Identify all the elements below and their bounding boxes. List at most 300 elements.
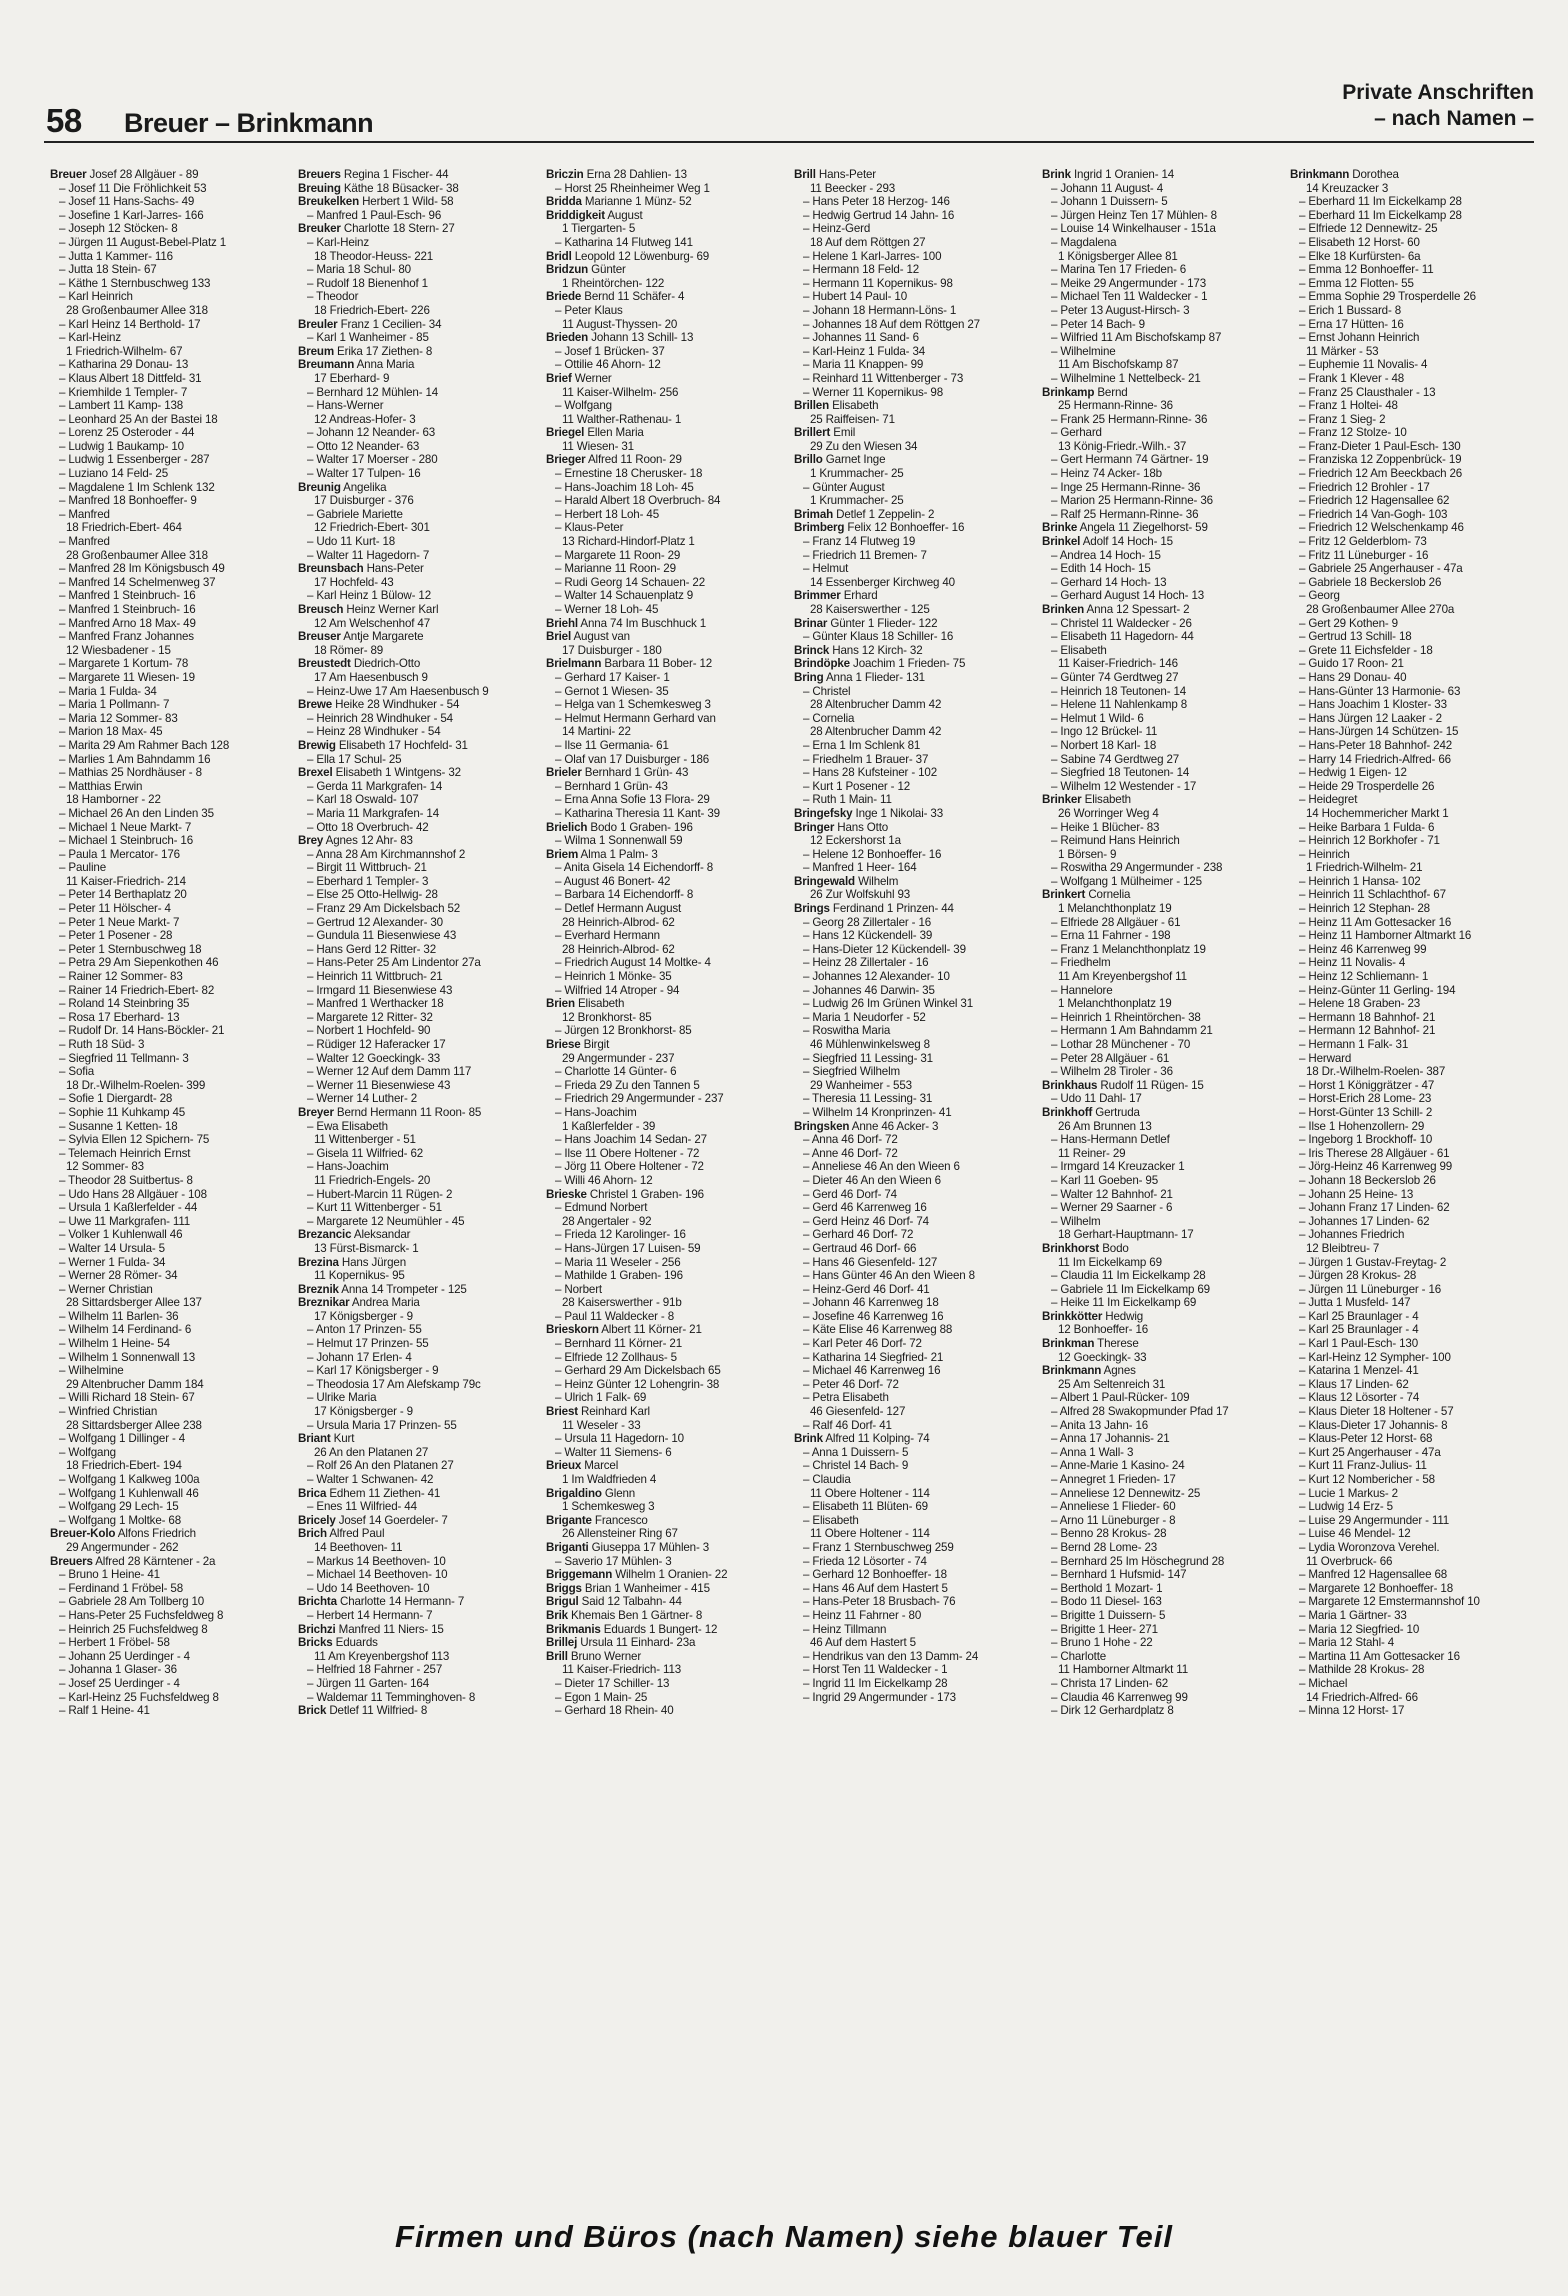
directory-entry [1290, 1636, 1534, 1650]
entry-text: 14 Hochemmericher Markt 1 [1306, 806, 1449, 820]
directory-entry [1290, 698, 1534, 712]
entry-text: – Gerhard [1051, 426, 1102, 440]
directory-entry [298, 1160, 542, 1174]
entry-text: – Helene 1 Karl-Jarres- 100 [803, 249, 942, 263]
directory-entry [1290, 1691, 1534, 1705]
directory-entry [50, 725, 294, 739]
directory-entry [1290, 576, 1534, 590]
directory-entry [794, 263, 1038, 277]
entry-text: – Josef 11 Die Fröhlichkeit 53 [59, 181, 207, 195]
directory-entry [1290, 358, 1534, 372]
entry-text: 1 Kaßlerfelder - 39 [562, 1119, 656, 1133]
directory-entry [1290, 1160, 1534, 1174]
entry-text: – Wilhelm 14 Kronprinzen- 41 [803, 1105, 952, 1119]
directory-entry [794, 304, 1038, 318]
directory-entry [546, 821, 790, 835]
directory-entry [546, 712, 790, 726]
directory-entry [298, 1256, 542, 1270]
directory-entry [546, 1527, 790, 1541]
entry-text: – Josefine 46 Karrenweg 16 [803, 1309, 944, 1323]
directory-entry [546, 1256, 790, 1270]
directory-entry [794, 250, 1038, 264]
directory-entry [546, 1500, 790, 1514]
entry-text: Khemais Ben 1 Gärtner- 8 [567, 1608, 703, 1622]
entry-text: – Waldemar 11 Temminghoven- 8 [307, 1690, 476, 1704]
entry-text: – Maria 12 Stahl- 4 [1299, 1636, 1395, 1650]
entry-text: 13 Fürst-Bismarck- 1 [314, 1241, 419, 1255]
directory-entry [298, 1133, 542, 1147]
entry-text: – Detlef Hermann August [555, 902, 682, 916]
directory-entry [1042, 902, 1286, 916]
entry-text: – Jürgen 11 Garten- 164 [307, 1676, 430, 1690]
entry-text: – Telemach Heinrich Ernst [59, 1146, 191, 1160]
entry-text: – Heinz 74 Acker- 18b [1051, 467, 1162, 481]
entry-text: – Christel [803, 684, 851, 698]
directory-entry [50, 1024, 294, 1038]
entry-text: – Elisabeth 11 Blüten- 69 [803, 1500, 928, 1514]
entry-text: 46 Giesenfeld- 127 [810, 1405, 906, 1419]
entry-text: – Rainer 12 Sommer- 83 [59, 970, 183, 984]
entry-text: – Karl Heinz 14 Berthold- 17 [59, 317, 201, 331]
entry-text: – Frieda 12 Lösorter - 74 [803, 1554, 927, 1568]
entry-text: – Siegfried Wilhelm [803, 1065, 901, 1079]
directory-entry [1042, 956, 1286, 970]
directory-entry [1290, 549, 1534, 563]
entry-surname: Brief [546, 371, 572, 385]
entry-text: – Jürgen Heinz Ten 17 Mühlen- 8 [1051, 208, 1217, 222]
directory-entry [794, 1038, 1038, 1052]
directory-entry [794, 413, 1038, 427]
directory-entry [1290, 1092, 1534, 1106]
entry-text: – Barbara 14 Eichendorff- 8 [555, 888, 694, 902]
entry-text: Wilhelm [855, 874, 899, 888]
entry-text: – Hermann 18 Feld- 12 [803, 263, 920, 277]
entry-text: – Eberhard 11 Im Eickelkamp 28 [1299, 208, 1462, 222]
entry-text: August [604, 208, 643, 222]
directory-entry [1290, 426, 1534, 440]
directory-entry [794, 1011, 1038, 1025]
directory-entry [794, 712, 1038, 726]
directory-entry [1042, 1296, 1286, 1310]
directory-entry [546, 1595, 790, 1609]
entry-text: – Udo 11 Kurt- 18 [307, 535, 396, 549]
entry-text: Detlef 1 Zeppelin- 2 [833, 507, 935, 521]
directory-entry [298, 753, 542, 767]
entry-surname: Brindöpke [794, 657, 850, 671]
directory-entry [298, 1419, 542, 1433]
directory-entry [794, 821, 1038, 835]
directory-entry [546, 1242, 790, 1256]
directory-entry [546, 970, 790, 984]
directory-entry [50, 1595, 294, 1609]
directory-entry [298, 902, 542, 916]
directory-entry [50, 739, 294, 753]
directory-entry [1290, 1269, 1534, 1283]
directory-entry [298, 766, 542, 780]
entry-text: – Herbert 18 Loh- 45 [555, 507, 659, 521]
directory-entry [546, 1677, 790, 1691]
entry-text: – Walter 11 Hagedorn- 7 [307, 548, 430, 562]
entry-text: – Heinrich 25 Fuchsfeldweg 8 [59, 1622, 208, 1636]
directory-entry [298, 617, 542, 631]
directory-entry [1042, 209, 1286, 223]
entry-text: – Herbert 1 Fröbel- 58 [59, 1636, 170, 1650]
directory-entry [1042, 753, 1286, 767]
directory-entry [1042, 1419, 1286, 1433]
entry-text: – Cornelia [803, 711, 855, 725]
directory-entry [794, 1228, 1038, 1242]
directory-entry [50, 1092, 294, 1106]
directory-entry [50, 888, 294, 902]
entry-text: – Theodosia 17 Am Alefskamp 79c [307, 1377, 481, 1391]
directory-entry [794, 780, 1038, 794]
directory-entry [50, 1391, 294, 1405]
entry-text: 1 Krummacher- 25 [810, 467, 904, 481]
directory-entry [1042, 644, 1286, 658]
entry-text: – Gabriele 28 Am Tollberg 10 [59, 1595, 205, 1609]
directory-entry [546, 1446, 790, 1460]
directory-entry [546, 848, 790, 862]
directory-entry [1290, 861, 1534, 875]
entry-text: – Wolfgang [59, 1445, 116, 1459]
entry-text: 12 Andreas-Hofer- 3 [314, 412, 416, 426]
entry-text: – Maria 11 Knappen- 99 [803, 358, 924, 372]
directory-entry [1042, 236, 1286, 250]
directory-entry [1042, 1160, 1286, 1174]
entry-text: – Peter 11 Hölscher- 4 [59, 902, 171, 916]
entry-text: 25 Hermann-Rinne- 36 [1058, 399, 1173, 413]
directory-entry [50, 617, 294, 631]
directory-entry [1042, 807, 1286, 821]
directory-entry [794, 1568, 1038, 1582]
entry-text: 12 Goeckingk- 33 [1058, 1350, 1147, 1364]
directory-entry [546, 209, 790, 223]
directory-entry [50, 222, 294, 236]
entry-text: – Siegfried 11 Lessing- 31 [803, 1051, 933, 1065]
directory-entry [1042, 1011, 1286, 1025]
directory-entry [546, 1160, 790, 1174]
directory-entry [794, 657, 1038, 671]
directory-entry [1042, 929, 1286, 943]
entry-text: 11 Weseler - 33 [562, 1418, 641, 1432]
directory-entry [1042, 793, 1286, 807]
entry-text: Agnes [1101, 1364, 1136, 1378]
directory-entry [1290, 1582, 1534, 1596]
entry-surname: Brimah [794, 507, 834, 521]
directory-entry [794, 1079, 1038, 1093]
directory-column [1290, 168, 1538, 2158]
directory-entry [1042, 453, 1286, 467]
directory-entry [1290, 1256, 1534, 1270]
entry-text: 1 Melanchthonplatz 19 [1058, 902, 1172, 916]
directory-entry [50, 331, 294, 345]
directory-entry [50, 1011, 294, 1025]
directory-entry [1290, 222, 1534, 236]
entry-text: – Margarete 11 Wiesen- 19 [59, 670, 195, 684]
entry-surname: Breuler [298, 317, 338, 331]
entry-text: – Heinz 28 Zillertaler - 16 [803, 956, 929, 970]
directory-entry [794, 576, 1038, 590]
entry-text: – Wilhelm 28 Tiroler - 36 [1051, 1065, 1173, 1079]
directory-entry [1042, 725, 1286, 739]
directory-entry [298, 1704, 542, 1718]
entry-text: – Gerhard 18 Rhein- 40 [555, 1704, 674, 1718]
entry-text: – Ludwig 1 Essenberger - 287 [59, 453, 210, 467]
directory-entry [794, 535, 1038, 549]
entry-text: – Luziano 14 Feld- 25 [59, 467, 169, 481]
entry-text: – Heinz-Günter 11 Gerling- 194 [1299, 983, 1456, 997]
entry-text: – Hans Joachim 14 Sedan- 27 [555, 1133, 707, 1147]
directory-entry [546, 1133, 790, 1147]
entry-surname: Brieler [546, 766, 582, 780]
directory-entry [50, 413, 294, 427]
directory-entry [1290, 916, 1534, 930]
entry-surname: Brimberg [794, 521, 845, 535]
entry-text: – Sofia [59, 1065, 95, 1079]
entry-text: – Katharina 14 Flutweg 141 [555, 235, 693, 249]
entry-surname: Brieger [546, 453, 586, 467]
entry-surname: Brillen [794, 399, 830, 413]
entry-text: Diedrich-Otto [350, 657, 421, 671]
entry-text: – Johann 11 August- 4 [1051, 181, 1164, 195]
entry-surname: Brielich [546, 820, 588, 834]
entry-text: – Iris Therese 28 Allgäuer - 61 [1299, 1146, 1450, 1160]
directory-entry [546, 1079, 790, 1093]
directory-entry [50, 494, 294, 508]
entry-text: – Johann 25 Uerdinger - 4 [59, 1649, 190, 1663]
entry-text: – Marion 18 Max- 45 [59, 725, 163, 739]
entry-text: – Franziska 12 Zoppenbrück- 19 [1299, 453, 1462, 467]
entry-text: – Manfred 28 Im Königsbusch 49 [59, 562, 225, 576]
directory-entry [1042, 1188, 1286, 1202]
directory-entry [546, 902, 790, 916]
directory-entry [50, 358, 294, 372]
entry-text: – Rolf 26 An den Platanen 27 [307, 1459, 454, 1473]
directory-entry [1042, 535, 1286, 549]
entry-text: Aleksandar [351, 1228, 411, 1242]
entry-text: – Joseph 12 Stöcken- 8 [59, 222, 178, 236]
entry-text: Eduards [332, 1636, 378, 1650]
entry-text: Anna 14 Trompeter - 125 [338, 1282, 467, 1296]
entry-text: – Elisabeth [803, 1513, 859, 1527]
entry-text: – Hans 12 Kückendell- 39 [803, 929, 933, 943]
directory-entry [50, 318, 294, 332]
entry-text: – Friedrich 29 Angermunder - 237 [555, 1092, 724, 1106]
directory-entry [1290, 1188, 1534, 1202]
directory-entry [546, 1283, 790, 1297]
directory-entry [546, 1663, 790, 1677]
entry-text: – Elisabeth [1051, 643, 1107, 657]
directory-entry [50, 304, 294, 318]
directory-entry [298, 888, 542, 902]
entry-text: Johann 13 Schill- 13 [588, 331, 694, 345]
directory-entry [1290, 481, 1534, 495]
directory-entry [546, 644, 790, 658]
entry-surname: Bringefsky [794, 806, 853, 820]
entry-text: – Hubert 14 Paul- 10 [803, 290, 907, 304]
directory-entry [1290, 1487, 1534, 1501]
directory-entry [1290, 1432, 1534, 1446]
entry-text: – Heike Barbara 1 Fulda- 6 [1299, 820, 1435, 834]
entry-text: – Mathias 25 Nordhäuser - 8 [59, 766, 202, 780]
directory-entry [794, 671, 1038, 685]
entry-text: – Bernhard 11 Körner- 21 [555, 1337, 683, 1351]
entry-text: – Erna 17 Hütten- 16 [1299, 317, 1404, 331]
directory-entry [546, 168, 790, 182]
directory-entry [546, 1391, 790, 1405]
entry-text: – Emma 12 Bonhoeffer- 11 [1299, 263, 1434, 277]
directory-entry [794, 1609, 1038, 1623]
directory-entry [1290, 1079, 1534, 1093]
entry-surname: Briant [298, 1432, 331, 1446]
directory-entry [298, 182, 542, 196]
entry-text: Joachim 1 Frieden- 75 [849, 657, 966, 671]
entry-text: – Günter 74 Gerdtweg 27 [1051, 670, 1179, 684]
entry-text: – Helmut 17 Prinzen- 55 [307, 1337, 429, 1351]
entry-text: Bruno Werner [567, 1649, 642, 1663]
entry-text: 46 Auf dem Hastert 5 [810, 1636, 916, 1650]
directory-entry [1042, 984, 1286, 998]
entry-surname: Brinkkötter [1042, 1309, 1103, 1323]
entry-text: 11 Obere Holtener - 114 [810, 1486, 930, 1500]
entry-text: – Manfred Franz Johannes [59, 630, 194, 644]
directory-entry [546, 1432, 790, 1446]
entry-text: 14 Martini- 22 [562, 725, 631, 739]
entry-text: – Hans-Jürgen 17 Luisen- 59 [555, 1241, 701, 1255]
directory-entry [298, 1351, 542, 1365]
directory-entry [546, 929, 790, 943]
section-heading-line1: Private Anschriften [1342, 81, 1534, 104]
entry-text: 28 Angertaler - 92 [562, 1214, 652, 1228]
entry-surname: Brichta [298, 1595, 337, 1609]
directory-entry [50, 250, 294, 264]
entry-text: – Sylvia Ellen 12 Spichern- 75 [59, 1133, 210, 1147]
directory-entry [1042, 848, 1286, 862]
entry-text: – Peter 46 Dorf- 72 [803, 1377, 899, 1391]
entry-text: – Johann 17 Erlen- 4 [307, 1350, 412, 1364]
directory-entry [794, 195, 1038, 209]
entry-text: – Elke 18 Kurfürsten- 6a [1299, 249, 1421, 263]
entry-text: – Maria 1 Fulda- 34 [59, 684, 157, 698]
entry-text: – Gert 29 Kothen- 9 [1299, 616, 1398, 630]
directory-entry [1042, 1473, 1286, 1487]
entry-text: Albert 11 Körner- 21 [598, 1323, 702, 1337]
entry-text: – Kriemhilde 1 Templer- 7 [59, 385, 188, 399]
entry-text: Erika 17 Ziethen- 8 [333, 344, 433, 358]
entry-text: – Euphemie 11 Novalis- 4 [1299, 358, 1428, 372]
directory-entry [1042, 1052, 1286, 1066]
entry-text: – Elfriede 12 Dennewitz- 25 [1299, 222, 1438, 236]
entry-text: – Lydia Woronzova Verehel. [1299, 1540, 1440, 1554]
entry-text: – Ralf 1 Heine- 41 [59, 1704, 150, 1718]
entry-text: Inge 1 Nikolai- 33 [852, 806, 944, 820]
entry-text: – Hans Gerd 12 Ritter- 32 [307, 942, 436, 956]
entry-text: – Klaus-Peter [555, 521, 624, 535]
directory-entry [298, 521, 542, 535]
entry-text: 1 Rheintörchen- 122 [562, 276, 665, 290]
entry-text: Hans-Peter [363, 562, 424, 576]
entry-text: – Horst-Erich 28 Lome- 23 [1299, 1092, 1432, 1106]
entry-text: – Peter 28 Allgäuer - 61 [1051, 1051, 1170, 1065]
directory-entry [1290, 902, 1534, 916]
directory-entry [794, 1500, 1038, 1514]
entry-text: – Wolfgang 29 Lech- 15 [59, 1500, 179, 1514]
entry-text: – Friedhelm [1051, 956, 1111, 970]
entry-surname: Brica [298, 1486, 327, 1500]
entry-text: Reinhard Karl [577, 1405, 650, 1419]
directory-entry [50, 1065, 294, 1079]
directory-entry [50, 997, 294, 1011]
entry-text: Giuseppa 17 Mühlen- 3 [588, 1540, 710, 1554]
directory-entry [546, 753, 790, 767]
entry-text: – Ilse 11 Obere Holtener - 72 [555, 1146, 700, 1160]
entry-text: – Petra Elisabeth [803, 1391, 889, 1405]
entry-text: 11 Märker - 53 [1306, 344, 1379, 358]
entry-text: – Karl-Heinz 1 Fulda- 34 [803, 344, 926, 358]
entry-text: – Horst 1 Königgrätzer - 47 [1299, 1078, 1435, 1092]
directory-entry [546, 549, 790, 563]
directory-entry [50, 875, 294, 889]
entry-text: 11 Im Eickelkamp 69 [1058, 1255, 1162, 1269]
entry-text: 18 Auf dem Röttgen 27 [810, 235, 926, 249]
entry-text: – Hans Jürgen 12 Laaker - 2 [1299, 711, 1442, 725]
entry-text: – Fritz 11 Lüneburger - 16 [1299, 548, 1429, 562]
entry-text: – Gerd 46 Dorf- 74 [803, 1187, 897, 1201]
entry-text: – Franz 1 Sieg- 2 [1299, 412, 1386, 426]
entry-text: – Josef 11 Hans-Sachs- 49 [59, 195, 195, 209]
entry-text: – Emma 12 Flotten- 55 [1299, 276, 1414, 290]
directory-entry [50, 1459, 294, 1473]
entry-surname: Brexel [298, 766, 333, 780]
entry-text: – Hans-Dieter 12 Kückendell- 39 [803, 942, 966, 956]
entry-text: 12 Bleibtreu- 7 [1306, 1241, 1380, 1255]
directory-entry [1042, 358, 1286, 372]
directory-entry [794, 562, 1038, 576]
entry-text: – Erna 1 Im Schlenk 81 [803, 738, 921, 752]
directory-entry [50, 1256, 294, 1270]
entry-text: – Anna 1 Wall- 3 [1051, 1445, 1134, 1459]
directory-entry [298, 1188, 542, 1202]
directory-entry [1042, 875, 1286, 889]
entry-text: – Karl 11 Goeben- 95 [1051, 1173, 1158, 1187]
directory-entry [298, 1487, 542, 1501]
directory-entry [298, 345, 542, 359]
directory-entry [1042, 1704, 1286, 1718]
entry-text: – Helmut 1 Wild- 6 [1051, 711, 1144, 725]
entry-surname: Brinke [1042, 521, 1078, 535]
entry-text: – Hans-Joachim [307, 1160, 389, 1174]
entry-text: – Heike 1 Blücher- 83 [1051, 820, 1160, 834]
directory-entry [50, 399, 294, 413]
directory-entry [50, 1446, 294, 1460]
entry-text: – Bernhard 1 Grün- 43 [555, 779, 668, 793]
entry-text: Heinz Werner Karl [343, 603, 439, 616]
directory-entry [298, 1092, 542, 1106]
entry-text: – Karl-Heinz [307, 235, 369, 249]
entry-text: – Johannes 11 Sand- 6 [803, 331, 919, 345]
directory-entry [794, 1215, 1038, 1229]
entry-surname: Bridda [546, 195, 582, 209]
entry-text: Anna Maria [354, 358, 415, 372]
directory-entry [298, 453, 542, 467]
entry-text: – Josef 1 Brücken- 37 [555, 344, 665, 358]
directory-entry [298, 1147, 542, 1161]
page-number: 58 [46, 102, 82, 139]
directory-entry [298, 1011, 542, 1025]
entry-surname: Brinkert [1042, 888, 1086, 902]
directory-entry [1290, 1323, 1534, 1337]
entry-text: – Leonhard 25 An der Bastei 18 [59, 412, 218, 426]
